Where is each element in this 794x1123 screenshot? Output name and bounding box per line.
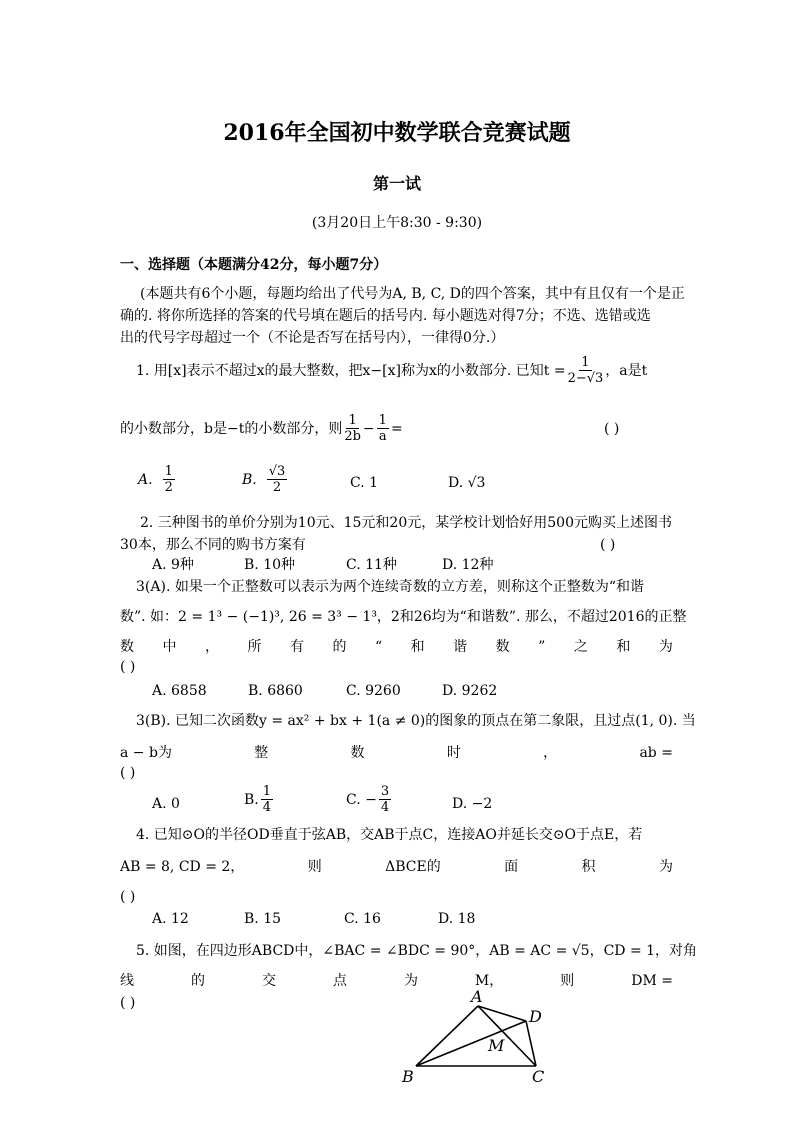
q3b-line2-word: 整 (254, 745, 269, 761)
q4-line2-word: 则 (307, 859, 322, 875)
vertex-label-c: C (532, 1067, 545, 1086)
q4-option-a: A. 12 (152, 911, 189, 927)
segment-ab (416, 1006, 478, 1066)
q1-option-a-num: 1 (164, 464, 173, 479)
q1-t-num: 1 (581, 355, 590, 370)
q2-option-c: C. 11种 (346, 557, 397, 573)
q4-line2-word: ΔBCE的 (385, 859, 441, 875)
q5-line2-word: 则 (560, 973, 575, 989)
q1-option-c: C. 1 (350, 475, 379, 491)
q1-t-fraction (568, 356, 604, 385)
page-subtitle: 第一试 (372, 174, 421, 193)
instructions-line-1: (本题共有6个小题，每题均给出了代号为A, B, C, D的四个答案，其中有且仅有一个是正 (140, 286, 685, 302)
q3a-line3-word: “ (375, 639, 383, 655)
q1-option-b (242, 465, 289, 494)
q5-line2-word: 点 (332, 973, 347, 989)
q3b-option-b-fraction (261, 785, 273, 814)
q4-line-2 (120, 856, 673, 878)
q3b-line-2 (120, 742, 673, 764)
q3b-option-b-label: B. (244, 791, 259, 808)
q3a-line3-word: 数 (495, 639, 510, 655)
q3b-option-b (244, 785, 275, 814)
q1-t-den: 2−√3 (567, 371, 604, 386)
q3b-option-b-den: 4 (262, 800, 272, 815)
q3b-answer-paren: ( ) (120, 765, 136, 781)
q3a-line3-word: 中 (162, 639, 177, 655)
q3b-option-a: A. 0 (152, 796, 180, 812)
q1-equals: = (390, 420, 403, 437)
q4-answer-paren: ( ) (120, 889, 136, 905)
q5-line2-word: 为 (403, 973, 418, 989)
section-heading: 一、选择题（本题满分42分，每小题7分） (120, 257, 388, 273)
q3b-line2-word: ， (543, 745, 558, 761)
q1-option-a-label: A. (138, 471, 153, 488)
q3a-line3-word: 所 (247, 639, 262, 655)
q1-option-b-fraction (267, 465, 288, 494)
q3a-line3-word: 和 (410, 639, 425, 655)
q3a-line-1: 3(A). 如果一个正整数可以表示为两个连续奇数的立方差，则称这个正整数为“和谐 (136, 579, 644, 595)
q3a-line3-word: 和 (616, 639, 631, 655)
q4-option-b: B. 15 (244, 911, 282, 927)
q4-option-c: C. 16 (344, 911, 381, 927)
q3a-line3-word: 之 (573, 639, 588, 655)
q3b-option-c-den: 4 (380, 800, 390, 815)
q5-answer-paren: ( ) (120, 995, 136, 1011)
q2-answer-paren: ( ) (600, 537, 616, 553)
q2-line-2: 30本，那么不同的购书方案有 (120, 537, 306, 553)
q1-line-2 (120, 414, 403, 443)
q5-figure (396, 984, 556, 1088)
q3a-line3-word: 为 (658, 639, 673, 655)
q4-line2-word: 为 (658, 859, 673, 875)
q1-option-b-den: 2 (272, 480, 282, 495)
q3a-line3-word: 谐 (453, 639, 468, 655)
q3a-line3-word: ， (205, 639, 219, 655)
q3a-line3-word: 的 (332, 639, 347, 655)
q1-option-b-num: √3 (268, 464, 286, 479)
q4-line-1: 4. 已知⊙O的半径OD垂直于弦AB，交AB于点C，连接AO并延长交⊙O于点E，若 (136, 827, 643, 843)
q1-line-1 (136, 356, 647, 385)
q5-line-1: 5. 如图，在四边形ABCD中，∠BAC = ∠BDC = 90°，AB = AC = √5，CD = 1，对角 (136, 943, 698, 959)
q4-line2-word: 积 (581, 859, 596, 875)
q1-f2-num: 1 (378, 413, 387, 428)
q3a-option-b: B. 6860 (248, 683, 303, 699)
q1-f1-num: 1 (348, 413, 357, 428)
page-title: 2016年全国初中数学联合竞赛试题 (223, 120, 571, 146)
q3b-line-1: 3(B). 已知二次函数y = ax² + bx + 1(a ≠ 0)的图象的顶点在第二象限，且过点(1, 0). 当 (136, 713, 696, 729)
q5-line2-word: DM = (631, 973, 673, 989)
q4-option-d: D. 18 (438, 911, 476, 927)
q1-option-a-den: 2 (164, 480, 173, 495)
q5-line2-word: M， (474, 973, 504, 989)
diagonal-bd (416, 1021, 526, 1066)
q1-fraction-1 (344, 414, 361, 443)
vertex-label-d: D (529, 1007, 542, 1026)
q3a-option-a: A. 6858 (152, 683, 207, 699)
q3b-option-d: D. −2 (452, 796, 493, 812)
segment-cd (526, 1021, 536, 1066)
q1-option-b-label: B. (242, 471, 257, 488)
q1-text-b: ，a是t (605, 362, 648, 379)
exam-date: (3月20日上午8:30 - 9:30) (311, 215, 483, 231)
q4-line2-word: 面 (504, 859, 519, 875)
q3a-option-d: D. 9262 (442, 683, 498, 699)
q1-minus: − (362, 420, 375, 437)
q3b-option-c-fraction (379, 785, 391, 814)
q3b-option-c (346, 785, 393, 814)
q2-line-1: 2. 三种图书的单价分别为10元、15元和20元，某学校计划恰好用500元购买上述图书 (140, 515, 672, 531)
q1-option-a-fraction (163, 465, 175, 494)
q3b-option-b-num: 1 (262, 784, 272, 799)
quadrilateral-lines (416, 1006, 536, 1066)
q3a-line3-word: 数 (120, 639, 134, 655)
q3b-option-c-label: C. − (346, 791, 377, 808)
q1-option-d: D. √3 (448, 475, 486, 491)
q3b-line2-word: a − b为 (120, 745, 172, 761)
q1-fraction-2 (377, 414, 389, 443)
vertex-label-a: A (471, 987, 483, 1006)
q1-answer-paren: ( ) (604, 421, 620, 437)
q5-line2-word: 的 (190, 973, 205, 989)
q2-option-b: B. 10种 (244, 557, 296, 573)
q3a-option-c: C. 9260 (346, 683, 401, 699)
q3a-answer-paren: ( ) (120, 659, 136, 675)
q3b-option-c-num: 3 (380, 784, 390, 799)
q3a-line3-word: 有 (290, 639, 304, 655)
q3a-line3-word: ” (538, 639, 546, 655)
q2-option-d: D. 12种 (442, 557, 494, 573)
q3b-line2-word: 数 (350, 745, 365, 761)
vertex-label-b: B (402, 1067, 414, 1086)
q1-text-a: 1. 用[x]表示不超过x的最大整数，把x−[x]称为x的小数部分. 已知t = (136, 362, 566, 379)
q4-line2-word: AB = 8, CD = 2， (120, 859, 245, 875)
q3a-line-3 (120, 636, 673, 658)
q2-option-a: A. 9种 (152, 557, 194, 573)
q3b-line2-word: 时 (446, 745, 461, 761)
q1-f1-den: 2b (344, 429, 361, 444)
q1-option-a (138, 465, 177, 494)
q3b-line2-word: ab = (639, 745, 673, 761)
q1-f2-den: a (378, 429, 387, 444)
instructions-line-2: 确的. 将你所选择的答案的代号填在题后的括号内. 每小题选对得7分；不选、选错或选 (120, 308, 651, 324)
q3a-line-2: 数”. 如：2 = 1³ − (−1)³, 26 = 3³ − 1³，2和26均为“和谐数”. 那么，不超过2016的正整 (120, 609, 687, 625)
q5-line2-word: 线 (120, 973, 134, 989)
instructions-line-3: 出的代号字母超过一个（不论是否写在括号内），一律得0分.） (120, 330, 505, 346)
intersection-label-m: M (488, 1036, 505, 1055)
q1-text-c: 的小数部分，b是−t的小数部分，则 (120, 420, 343, 437)
q5-line2-word: 交 (261, 973, 276, 989)
